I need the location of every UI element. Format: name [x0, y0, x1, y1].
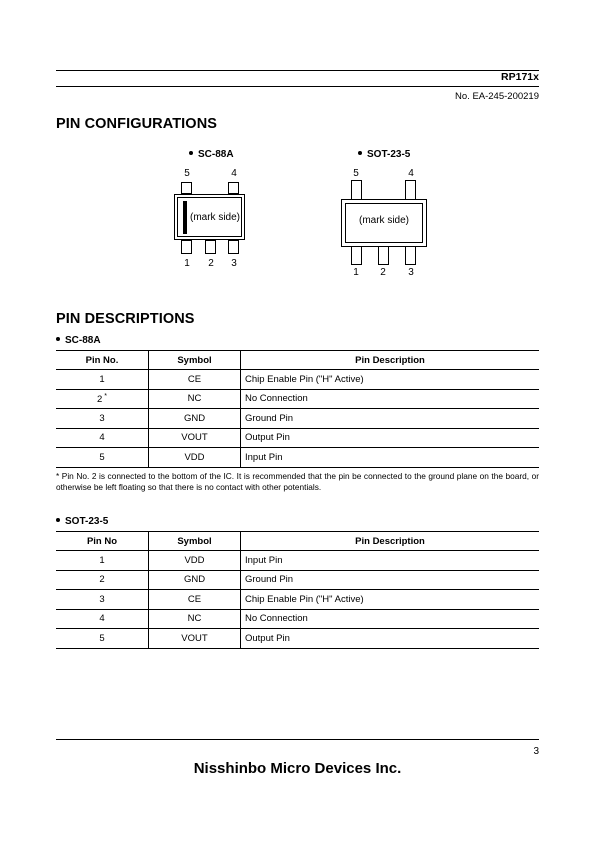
- pin-description: No Connection: [241, 609, 540, 629]
- pin-description: Ground Pin: [241, 409, 540, 429]
- col-header-pin-no: Pin No: [56, 532, 149, 551]
- col-header-symbol: Symbol: [149, 532, 241, 551]
- pin-symbol: VDD: [149, 448, 241, 468]
- bullet-icon: [56, 337, 60, 341]
- col-header-symbol: Symbol: [149, 351, 241, 370]
- sc88a-table-label: SC-88A: [56, 335, 101, 346]
- pin-description: Output Pin: [241, 629, 540, 649]
- pin-number: 2: [96, 393, 103, 405]
- pin-symbol: GND: [149, 570, 241, 590]
- pin-number: 1: [56, 370, 149, 390]
- pin-symbol: VOUT: [149, 629, 241, 649]
- pin-number: 3: [56, 409, 149, 429]
- pin-symbol: VOUT: [149, 428, 241, 448]
- pin-configurations-title: PIN CONFIGURATIONS: [56, 116, 218, 132]
- pin-symbol: VDD: [149, 551, 241, 571]
- sc88a-pin-table: [56, 350, 539, 468]
- sc88a-lead-2: [205, 240, 216, 254]
- table-row: [56, 428, 539, 448]
- sot23-lead-3: [405, 246, 416, 265]
- pin-footnote-mark: *: [104, 392, 108, 400]
- bullet-icon: [358, 151, 362, 155]
- sc88a-lead-3: [228, 240, 239, 254]
- table-row: [56, 609, 539, 629]
- col-header-pin-no: Pin No.: [56, 351, 149, 370]
- sot23-pin-4-label: 4: [408, 168, 414, 179]
- pin-description: Chip Enable Pin ("H" Active): [241, 590, 540, 610]
- table-header-row: [56, 532, 539, 551]
- table-row: [56, 551, 539, 571]
- table-row: [56, 590, 539, 610]
- sc88a-footnote: * Pin No. 2 is connected to the bottom of the IC. It is recommended that the pin be connected to the ground plane on the board, or otherwise be left floating so that there is no contact with other potentials.: [56, 471, 539, 492]
- pin-number: 4: [56, 609, 149, 629]
- col-header-pin-description: Pin Description: [241, 532, 540, 551]
- pin-description: Chip Enable Pin ("H" Active): [241, 370, 540, 390]
- sot23-pin-5-label: 5: [353, 168, 359, 179]
- sc88a-lead-1: [181, 240, 192, 254]
- sc88a-pin-2-label: 2: [208, 258, 214, 269]
- sot23-mark-side-label: (mark side): [359, 215, 410, 226]
- pin-description: Output Pin: [241, 428, 540, 448]
- part-number: RP171x: [501, 71, 539, 83]
- table-row: [56, 448, 539, 468]
- bullet-icon: [189, 151, 193, 155]
- table-row: [56, 629, 539, 649]
- pin-description: Input Pin: [241, 448, 540, 468]
- sot23-table-label: SOT-23-5: [56, 516, 108, 527]
- sc88a-lead-5: [181, 182, 192, 194]
- pin-description: Ground Pin: [241, 570, 540, 590]
- sc88a-lead-4: [228, 182, 239, 194]
- sc88a-diagram-label: SC-88A: [189, 149, 234, 160]
- sot23-diagram-label: SOT-23-5: [358, 149, 410, 160]
- sot23-package-diagram: [340, 168, 430, 280]
- sot23-pin-table: [56, 531, 539, 649]
- pin-number: 4: [56, 428, 149, 448]
- pin-descriptions-title: PIN DESCRIPTIONS: [56, 311, 195, 327]
- table-row: [56, 570, 539, 590]
- sot23-lead-5: [351, 180, 362, 200]
- pin-description: No Connection: [241, 389, 540, 409]
- footer-rule: [56, 739, 539, 740]
- sot23-lead-2: [378, 246, 389, 265]
- sc88a-pin-1-label: 1: [184, 258, 190, 269]
- sc88a-pin1-mark-bar: [183, 201, 187, 234]
- pin-number: 3: [56, 590, 149, 610]
- table-row: [56, 370, 539, 390]
- pin-number: 2: [56, 570, 149, 590]
- pin-symbol: NC: [149, 609, 241, 629]
- pin-number: 1: [56, 551, 149, 571]
- table-header-row: [56, 351, 539, 370]
- pin-description: Input Pin: [241, 551, 540, 571]
- bullet-icon: [56, 518, 60, 522]
- table-row: [56, 389, 539, 409]
- doc-number: No. EA-245-200219: [455, 91, 539, 102]
- table-row: [56, 409, 539, 429]
- sot23-pin-1-label: 1: [353, 267, 359, 278]
- sc88a-pin-4-label: 4: [231, 168, 237, 179]
- sot23-pin-2-label: 2: [380, 267, 386, 278]
- pin-number: 5: [56, 448, 149, 468]
- sc88a-package-diagram: [172, 168, 252, 273]
- sc88a-pin-3-label: 3: [231, 258, 237, 269]
- pin-number: 5: [56, 629, 149, 649]
- page-number: 3: [533, 746, 539, 757]
- header-rule-lower: [56, 86, 539, 87]
- pin-number-cell: [56, 389, 149, 409]
- sot23-pin-3-label: 3: [408, 267, 414, 278]
- sot23-lead-4: [405, 180, 416, 200]
- sc88a-pin-5-label: 5: [184, 168, 190, 179]
- col-header-pin-description: Pin Description: [241, 351, 540, 370]
- pin-symbol: GND: [149, 409, 241, 429]
- sot23-lead-1: [351, 246, 362, 265]
- sc88a-mark-side-label: (mark side): [190, 212, 241, 223]
- company-name: Nisshinbo Micro Devices Inc.: [193, 760, 402, 777]
- header-rule: [56, 70, 539, 71]
- pin-symbol: CE: [149, 590, 241, 610]
- pin-symbol: CE: [149, 370, 241, 390]
- pin-symbol: NC: [149, 389, 241, 409]
